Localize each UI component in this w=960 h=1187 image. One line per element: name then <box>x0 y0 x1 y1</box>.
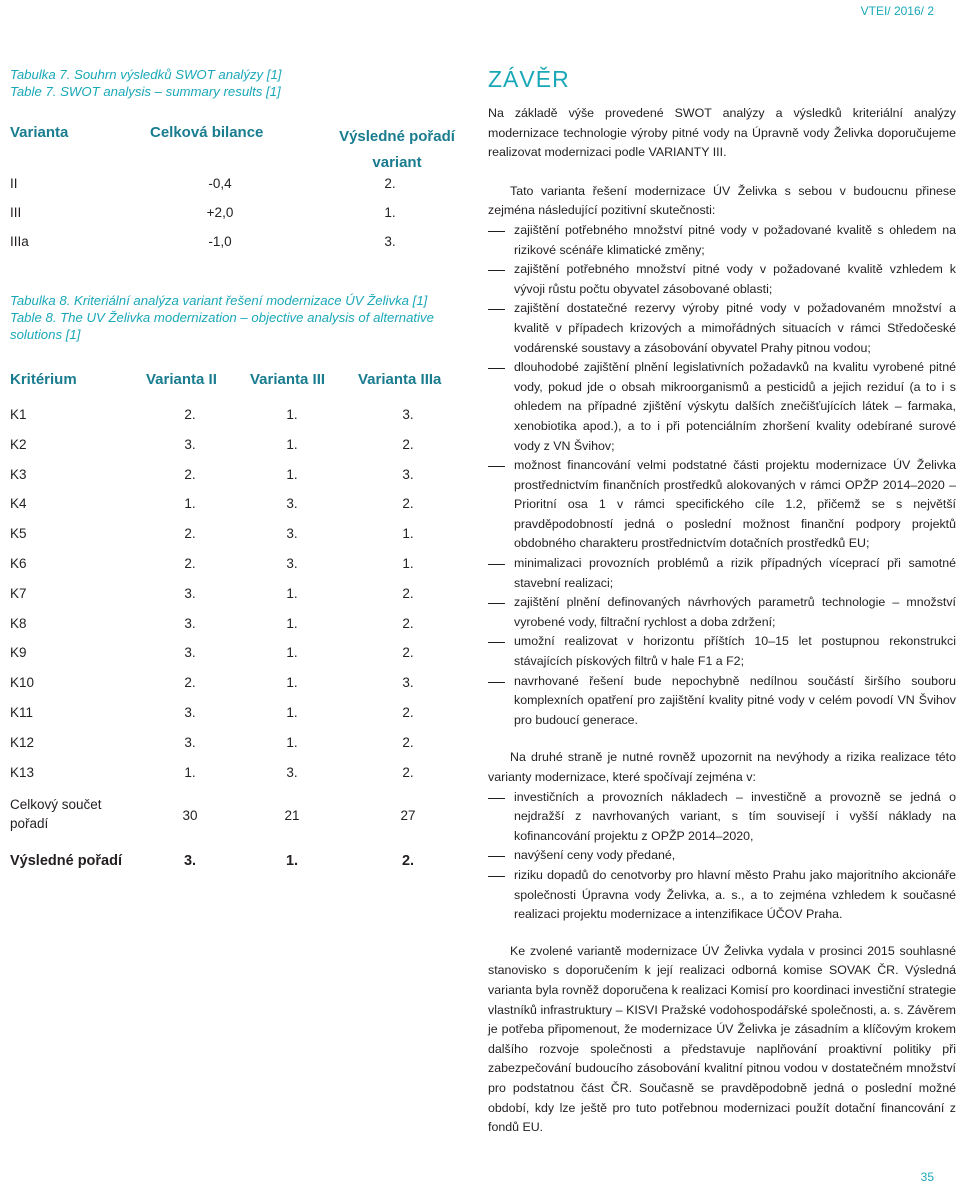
list-item <box>488 846 956 866</box>
dash-bullet-icon <box>488 856 505 857</box>
table-row <box>10 670 472 700</box>
list-item-text: dlouhodobé zajištění plnění legislativních požadavků na kvalitu vyrobené pitné vody, pokud jde o obsah mikroorganismů a pesticidů a jejich reziduí (a to i s ohledem na případné zjištění výskytu dalších znečišťujících látek – farmaka, xenobiotika apod.), a to i při potenciálním zhoršení kvality odebírané surové vody z VN Švihov; <box>514 360 956 453</box>
table8-cell-criterion: K13 <box>10 764 35 780</box>
table8-cell-variant-iiia: 2. <box>402 615 414 631</box>
table-row <box>10 402 472 432</box>
table8-cell-variant-iii: 1. <box>286 645 298 661</box>
table8-cell-criterion: K2 <box>10 436 27 452</box>
table8-cell-variant-ii: 1. <box>184 496 196 512</box>
list-item <box>488 260 956 299</box>
table8-cell-criterion: K6 <box>10 555 27 571</box>
table8-header <box>10 362 472 402</box>
table-row <box>10 432 472 462</box>
table8-caption-en: Table 8. The UV Želivka modernization – objective analysis of alternative solutions [1] <box>10 310 434 342</box>
risks-list <box>488 788 956 925</box>
table8-cell-criterion: K7 <box>10 585 27 601</box>
list-item <box>488 788 956 847</box>
table-row <box>10 611 472 641</box>
table8-cell-variant-iiia: 2. <box>402 645 414 661</box>
dash-bullet-icon <box>488 231 505 232</box>
table8-cell-variant-iiia: 1. <box>402 555 414 571</box>
list-item <box>488 554 956 593</box>
table7-cell-variant: III <box>10 205 22 220</box>
right-column <box>488 66 956 1138</box>
table7-cell-balance: +2,0 <box>206 205 234 220</box>
table8-cell-variant-iii: 1. <box>286 436 298 452</box>
table7-cell-balance: -1,0 <box>208 234 232 249</box>
table7-cell-balance: -0,4 <box>208 176 232 191</box>
table7-col-rank: Výsledné pořadí variant <box>339 128 455 171</box>
list-item <box>488 593 956 632</box>
table8-sum-v3: 21 <box>284 808 300 824</box>
left-column <box>10 66 472 875</box>
facts-intro: Tato varianta řešení modernizace ÚV Želivka s sebou v budoucnu přinese zejména následující pozitivní skutečnosti: <box>488 183 956 218</box>
table8-cell-criterion: K3 <box>10 466 27 482</box>
table7-caption-cz: Tabulka 7. Souhrn výsledků SWOT analýzy [1] <box>10 67 282 82</box>
list-item-text: navrhované řešení bude nepochybně nedílnou součástí širšího souboru komplexních opatření pro zajištění kvality pitné vody v celém povodí VN Švihov pro budoucí generace. <box>514 673 956 727</box>
table8-col-criterion: Kritérium <box>10 371 77 388</box>
table8-cell-variant-ii: 2. <box>184 675 196 691</box>
dash-bullet-icon <box>488 798 505 799</box>
table-row <box>10 760 472 790</box>
table7-cell-rank: 1. <box>384 205 396 220</box>
table8-cell-variant-iiia: 1. <box>402 526 414 542</box>
table8-cell-variant-iii: 3. <box>286 526 298 542</box>
list-item-text: investičních a provozních nákladech – investičně a provozně se jedná o nejdražší z navrhovaných variant, s tím souvisejí i vyšší náklady na kofinancování projektu z OPŽP 2014–2020, <box>514 789 956 843</box>
table8-cell-variant-iii: 1. <box>286 407 298 422</box>
list-item-text: zajištění potřebného množství pitné vody v požadované kvalitě s ohledem na rizikové scénáře klimatické změny; <box>514 222 956 257</box>
list-item-text: zajištění plnění definovaných návrhových parametrů technologie – množství vyrobené vody, filtrační rychlost a doba zdržení; <box>514 595 956 629</box>
table8-cell-variant-iii: 3. <box>286 764 298 780</box>
list-item <box>488 632 956 671</box>
table8-col-variant-iii: Varianta III <box>250 371 326 388</box>
list-item-text: zajištění dostatečné rezervy výroby pitné vody v požadovaném množství a kvalitě v případech krizových a mimořádných situacích v rámci Středočeské vodárenské soustavy a zásobování obyvatel Prahy pitnou vodou; <box>514 301 956 355</box>
table8-cell-variant-iii: 1. <box>286 675 298 691</box>
table8-sum-v3a: 27 <box>400 808 416 824</box>
table8-final-row <box>10 849 472 875</box>
table8-cell-variant-iiia: 2. <box>402 496 414 512</box>
dash-bullet-icon <box>488 876 505 877</box>
table8-final-v3: 1. <box>285 853 299 870</box>
table8-col-variant-ii: Varianta II <box>146 371 217 388</box>
table7-caption-en: Table 7. SWOT analysis – summary results [1] <box>10 84 281 99</box>
table8-cell-variant-iii: 1. <box>286 734 298 750</box>
dash-bullet-icon <box>488 309 505 310</box>
table8-sum-row <box>10 789 472 849</box>
table8-cell-variant-ii: 3. <box>184 436 196 452</box>
list-item-text: možnost financování velmi podstatné části projektu modernizace ÚV Želivka prostřednictvím finančních prostředků alokovaných v rámci OPŽP 2014–2020 – Prioritní osa 1 v rámci specifického cíle 1.2, přičemž se s největší pravděpodobností jedná o poslední možnost finanční podpory projektů obdobného charakteru prostřednictvím dotačních prostředků EU; <box>514 458 956 551</box>
table7-col-balance: Celková bilance <box>150 124 264 141</box>
table-row <box>10 491 472 521</box>
table8-cell-variant-iiia: 3. <box>402 466 414 482</box>
table8-cell-criterion: K9 <box>10 645 27 661</box>
list-item-text: riziku dopadů do cenotvorby pro hlavní město Prahu jako majoritního akcionáře společnosti Úpravna vody Želivka, a. s., a to zejména vzhledem k současné realizaci projektu modernizace a intenzifikace ÚČOV Praha. <box>514 867 956 922</box>
table8-cell-variant-iiia: 3. <box>402 407 414 422</box>
page-number: 35 <box>920 1170 934 1184</box>
table-row <box>10 581 472 611</box>
running-head: VTEI/ 2016/ 2 <box>860 4 934 18</box>
table8-cell-variant-ii: 3. <box>184 615 196 631</box>
list-item-text: umožní realizovat v horizontu příštích 10–15 let postupnou rekonstrukci stávajících pískových filtrů v hale F1 a F2; <box>514 634 956 669</box>
list-item <box>488 299 956 358</box>
table8-body <box>10 402 472 789</box>
table-row <box>10 640 472 670</box>
table8-cell-variant-iii: 1. <box>286 585 298 601</box>
list-item <box>488 672 956 731</box>
table8-cell-variant-iiia: 2. <box>402 734 414 750</box>
table8-cell-variant-iiia: 2. <box>402 436 414 452</box>
risks-intro: Na druhé straně je nutné rovněž upozornit na nevýhody a rizika realizace této varianty modernizace, které spočívají zejména v: <box>488 750 956 784</box>
table8-cell-variant-ii: 3. <box>184 734 196 750</box>
table8-cell-variant-iiia: 2. <box>402 585 414 601</box>
table7-cell-variant: IIIa <box>10 234 29 249</box>
list-item <box>488 358 956 456</box>
table7-cell-variant: II <box>10 176 18 191</box>
table8-final-v3a: 2. <box>401 853 415 870</box>
table8-cell-criterion: K4 <box>10 496 27 512</box>
table8-col-variant-iiia: Varianta IIIa <box>358 371 442 388</box>
list-item <box>488 866 956 925</box>
dash-bullet-icon <box>488 466 505 467</box>
table8-cell-variant-ii: 2. <box>184 407 196 422</box>
list-item-text: minimalizaci provozních problémů a rizik případných víceprací při samotné stavební realizaci; <box>514 556 956 590</box>
table-row <box>10 551 472 581</box>
table-row <box>10 229 472 258</box>
table8-cell-variant-ii: 3. <box>184 645 196 661</box>
table-row <box>10 521 472 551</box>
table8-sum-v2: 30 <box>182 808 198 824</box>
table7-header <box>10 117 472 171</box>
table-row <box>10 700 472 730</box>
table8-final-label: Výsledné pořadí <box>10 853 123 870</box>
dash-bullet-icon <box>488 642 505 643</box>
table8-cell-variant-iii: 1. <box>286 704 298 720</box>
dash-bullet-icon <box>488 368 505 369</box>
facts-list <box>488 221 956 730</box>
table-row <box>10 200 472 229</box>
table8-cell-variant-ii: 2. <box>184 466 196 482</box>
table8-cell-criterion: K8 <box>10 615 27 631</box>
conclusion-lead: Na základě výše provedené SWOT analýzy a výsledků kriteriální analýzy modernizace technologie výroby pitné vody na Úpravně vody Želivka doporučujeme realizovat modernizaci podle VARIANTY III. <box>488 106 956 160</box>
table8-cell-variant-ii: 2. <box>184 526 196 542</box>
table7-cell-rank: 3. <box>384 234 396 249</box>
dash-bullet-icon <box>488 603 505 604</box>
table8-cell-variant-iii: 3. <box>286 496 298 512</box>
table8-cell-variant-iiia: 3. <box>402 675 414 691</box>
list-item-text: navýšení ceny vody předané, <box>514 848 676 863</box>
table8-cell-variant-ii: 2. <box>184 555 196 571</box>
table-row <box>10 730 472 760</box>
table8-cell-criterion: K5 <box>10 526 27 542</box>
table8-cell-variant-ii: 3. <box>184 704 196 720</box>
table8-cell-variant-iiia: 2. <box>402 704 414 720</box>
dash-bullet-icon <box>488 682 505 683</box>
list-item <box>488 456 956 554</box>
list-item-text: zajištění potřebného množství pitné vody v požadované kvalitě vzhledem k vývoji růstu počtu obyvatel zásobované oblasti; <box>514 262 956 296</box>
dash-bullet-icon <box>488 270 505 271</box>
table-row <box>10 171 472 200</box>
table8-sum-label: Celkový součet pořadí <box>10 797 102 832</box>
conclusion-title: ZÁVĚR <box>488 66 570 92</box>
dash-bullet-icon <box>488 564 505 565</box>
table8-cell-criterion: K10 <box>10 675 35 691</box>
list-item <box>488 221 956 260</box>
table8-caption-cz: Tabulka 8. Kriteriální analýza variant řešení modernizace ÚV Želivka [1] <box>10 293 428 308</box>
table8-cell-criterion: K1 <box>10 407 27 422</box>
table-row <box>10 462 472 492</box>
closing-paragraph: Ke zvolené variantě modernizace ÚV Želivka vydala v prosinci 2015 souhlasné stanovisko s doporučením k její realizaci odborná komise SOVAK ČR. Výsledná varianta byla rovněž doporučena k realizaci Komisí pro koordinaci investiční strategie vlastníků infrastruktury – KISVI Pražské vodohospodářské společnosti, a. s. Závěrem je potřeba připomenout, že modernizace ÚV Želivka je zásadním a klíčovým krokem dalšího rozvoje společnosti a představuje naplňování proaktivní politiky při zabezpečování budoucího zásobování kvalitní pitnou vodou v dostatečném množství pro podstatnou část ČR. Současně se pravděpodobně jedná o poslední možné období, kdy lze ještě pro tuto potřebnou modernizaci použít dotační financování z fondů EU. <box>488 943 956 1135</box>
table7-cell-rank: 2. <box>384 176 396 191</box>
table8-cell-variant-iii: 1. <box>286 615 298 631</box>
table8-cell-variant-ii: 3. <box>184 585 196 601</box>
table8-cell-variant-iii: 3. <box>286 555 298 571</box>
table7-col-variant: Varianta <box>10 124 69 141</box>
table8-final-v2: 3. <box>183 853 197 870</box>
table8-cell-variant-ii: 1. <box>184 764 196 780</box>
table8-cell-criterion: K11 <box>10 704 34 720</box>
table8-cell-criterion: K12 <box>10 734 35 750</box>
table8-cell-variant-iiia: 2. <box>402 764 414 780</box>
table8-cell-variant-iii: 1. <box>286 466 298 482</box>
